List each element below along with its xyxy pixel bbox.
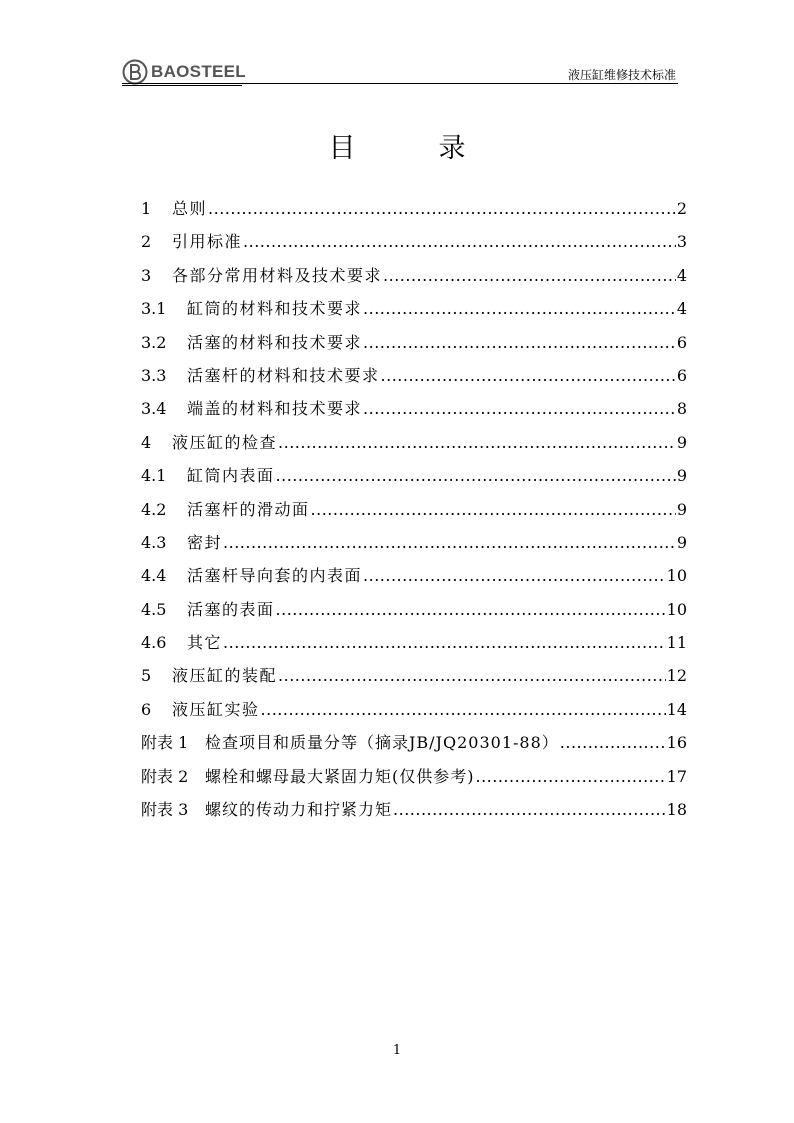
toc-entry[interactable] <box>141 396 687 429</box>
toc-leader-dots <box>261 700 666 719</box>
toc-entry-number: 附表 2 <box>141 766 189 786</box>
toc-entry[interactable] <box>141 563 687 596</box>
toc-leader-dots <box>278 433 676 452</box>
toc-entry-label: 活塞的材料和技术要求 <box>187 332 363 352</box>
toc-entry-number: 3.3 <box>141 365 167 385</box>
toc-entry-label: 活塞杆的材料和技术要求 <box>187 365 380 385</box>
baosteel-logo <box>122 58 246 86</box>
toc-entry[interactable] <box>141 663 687 696</box>
toc-entry[interactable] <box>141 229 687 262</box>
toc-entry[interactable] <box>141 730 687 763</box>
toc-entry-number: 4.4 <box>141 566 167 586</box>
header-divider <box>122 83 678 84</box>
toc-leader-dots <box>223 533 676 552</box>
toc-entry[interactable] <box>141 296 687 329</box>
toc-entry-page: 17 <box>666 766 687 786</box>
toc-entry-page: 2 <box>676 199 687 218</box>
toc-entry[interactable] <box>141 330 687 363</box>
toc-entry-page: 12 <box>666 666 687 686</box>
toc-entry-label: 缸筒的材料和技术要求 <box>187 299 363 319</box>
toc-leader-dots <box>363 566 666 585</box>
toc-entry-number: 4.5 <box>141 599 167 619</box>
toc-entry-number: 6 <box>141 699 152 719</box>
document-title: 液压缸维修技术标准 <box>567 68 676 82</box>
toc-entry-page: 6 <box>676 365 687 385</box>
toc-entry-page: 11 <box>666 633 687 653</box>
toc-entry[interactable] <box>141 430 687 463</box>
toc-entry[interactable] <box>141 530 687 563</box>
toc-entry-page: 9 <box>676 466 687 486</box>
toc-leader-dots <box>560 733 666 752</box>
toc-entry-label: 缸筒内表面 <box>187 466 275 486</box>
toc-entry-label: 密封 <box>187 532 223 552</box>
toc-entry-number: 附表 1 <box>141 733 189 753</box>
toc-entry[interactable] <box>141 764 687 797</box>
toc-entry-number: 4.6 <box>141 633 167 653</box>
toc-leader-dots <box>381 366 676 385</box>
toc-entry-number: 3.1 <box>141 299 167 319</box>
toc-entry-page: 6 <box>676 332 687 352</box>
toc-leader-dots <box>276 466 676 485</box>
toc-entry[interactable] <box>141 363 687 396</box>
toc-entry-number: 3 <box>141 265 152 285</box>
toc-leader-dots <box>383 266 676 285</box>
toc-entry-number: 4.3 <box>141 532 167 552</box>
toc-entry-number: 3.4 <box>141 399 167 419</box>
toc-leader-dots <box>243 232 676 251</box>
toc-entry-label: 总则 <box>172 199 208 218</box>
toc-entry-label: 引用标准 <box>172 232 243 252</box>
toc-entry-label: 活塞杆导向套的内表面 <box>187 566 363 586</box>
toc-entry-page: 4 <box>676 299 687 319</box>
toc-entry-number: 4.2 <box>141 499 167 519</box>
toc-entry-label: 检查项目和质量分等（摘录JB/JQ20301-88） <box>205 733 559 753</box>
toc-entry-label: 活塞的表面 <box>187 599 275 619</box>
toc-entry[interactable] <box>141 597 687 630</box>
baosteel-logo-icon <box>122 59 148 85</box>
toc-entry-number: 2 <box>141 232 152 252</box>
table-of-contents <box>141 196 687 830</box>
toc-entry[interactable] <box>141 630 687 663</box>
toc-entry-label: 端盖的材料和技术要求 <box>187 399 363 419</box>
toc-entry[interactable] <box>141 797 687 830</box>
toc-entry-number: 5 <box>141 666 152 686</box>
toc-entry-page: 10 <box>666 566 687 586</box>
toc-entry-label: 各部分常用材料及技术要求 <box>172 265 383 285</box>
toc-leader-dots <box>311 500 676 519</box>
toc-entry-label: 螺栓和螺母最大紧固力矩(仅供参考) <box>205 766 475 786</box>
toc-entry-page: 4 <box>676 265 687 285</box>
toc-entry[interactable] <box>141 196 687 229</box>
toc-entry-label: 螺纹的传动力和拧紧力矩 <box>205 800 393 820</box>
toc-entry-label: 其它 <box>187 633 223 653</box>
toc-entry-page: 14 <box>666 699 687 719</box>
toc-leader-dots <box>476 767 666 786</box>
logo-text: BAOSTEEL <box>151 62 246 81</box>
toc-leader-dots <box>276 600 666 619</box>
toc-leader-dots <box>278 666 666 685</box>
toc-entry-page: 8 <box>676 399 687 419</box>
page-title: 目 录 <box>328 133 494 164</box>
toc-entry-label: 液压缸实验 <box>172 699 260 719</box>
toc-leader-dots <box>223 633 666 652</box>
toc-entry-page: 10 <box>666 599 687 619</box>
toc-entry-number: 4.1 <box>141 466 167 486</box>
toc-entry-number: 1 <box>141 199 152 218</box>
toc-entry-page: 16 <box>666 733 687 753</box>
toc-entry-label: 液压缸的装配 <box>172 666 278 686</box>
toc-entry[interactable] <box>141 697 687 730</box>
toc-leader-dots <box>363 333 676 352</box>
toc-entry-label: 液压缸的检查 <box>172 432 278 452</box>
toc-entry-number: 3.2 <box>141 332 167 352</box>
toc-leader-dots <box>363 299 676 318</box>
page-number: 1 <box>392 1043 402 1058</box>
toc-entry[interactable] <box>141 497 687 530</box>
toc-entry-page: 9 <box>676 432 687 452</box>
toc-entry[interactable] <box>141 263 687 296</box>
header-divider-accent <box>122 85 242 86</box>
toc-entry-number: 附表 3 <box>141 800 189 820</box>
toc-entry-page: 9 <box>676 532 687 552</box>
toc-leader-dots <box>363 399 676 418</box>
toc-entry[interactable] <box>141 463 687 496</box>
toc-entry-page: 18 <box>666 800 687 820</box>
page-header <box>122 58 678 88</box>
toc-entry-number: 4 <box>141 432 152 452</box>
toc-entry-page: 9 <box>676 499 687 519</box>
toc-entry-page: 3 <box>676 232 687 252</box>
toc-leader-dots <box>208 199 676 218</box>
toc-entry-label: 活塞杆的滑动面 <box>187 499 310 519</box>
toc-leader-dots <box>393 800 666 819</box>
